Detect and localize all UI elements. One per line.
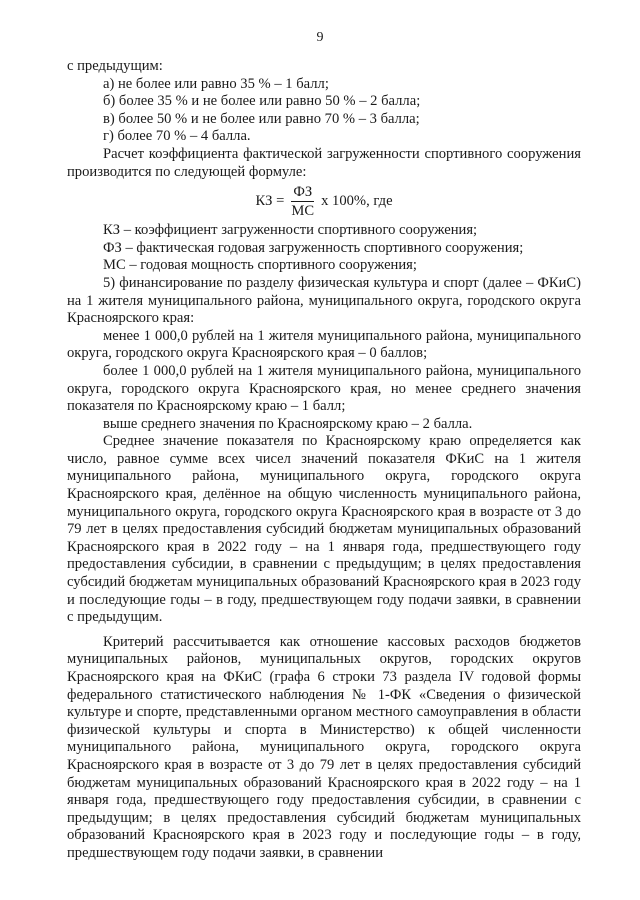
paragraph: ФЗ – фактическая годовая загруженность спортивного сооружения;: [103, 239, 524, 256]
paragraph: менее 1 000,0 рублей на 1 жителя муниципального района, муниципального округа, городского округа Красноярского края – 0 баллов;: [67, 327, 581, 362]
paragraph-gap: [67, 627, 581, 634]
paragraph: 5) финансирование по разделу физическая культура и спорт (далее – ФКиС) на 1 жителя муниципального района, муниципального округа, городского округа Красноярского края:: [67, 274, 581, 327]
formula-numerator: ФЗ: [293, 184, 313, 201]
formula-denominator: МС: [291, 203, 315, 220]
criterion-block: [67, 634, 581, 863]
paragraph: выше среднего значения по Красноярскому краю – 2 балла.: [103, 415, 473, 432]
page-number: 9: [316, 30, 324, 45]
paragraph: г) более 70 % – 4 балла.: [103, 128, 251, 145]
paragraph: Критерий рассчитывается как отношение кассовых расходов бюджетов муниципальных районов, муниципальных округов, городских округов Красноярского края на ФКиС (графа 6 строки 73 раздела IV годовой формы федерального статистического наблюдения № 1-ФК «Сведения о физической культуре и спорте, представленными органом местного самоуправления в области физической культуры и спорта в Министерство) к общей численности муниципального района, муниципального округа, городского округа Красноярского края в возрасте от 3 до 79 лет в целях предоставления субсидий бюджетам муниципальных образований Красноярского края в 2022 году – на 1 января года, предшествующего году предоставления субсидии, в сравнении с предыдущим; в целях предоставления субсидий бюджетам муниципальных образований Красноярского края в 2023 году и последующие годы – в году, предшествующем году подачи заявки, в сравнении: [67, 633, 581, 861]
paragraph: МС – годовая мощность спортивного сооружения;: [103, 257, 417, 274]
paragraph: в) более 50 % и не более или равно 70 % – 3 балла;: [103, 110, 420, 127]
body-text: [67, 58, 581, 863]
paragraph: более 1 000,0 рублей на 1 жителя муниципального района, муниципального округа, городского округа Красноярского края, но менее среднего значения показателя по Красноярскому краю – 1 балл;: [67, 362, 581, 415]
formula-lhs: КЗ =: [255, 192, 285, 209]
scoring-list-block: [67, 58, 581, 181]
paragraph: Среднее значение показателя по Красноярскому краю определяется как число, равное сумме всех чисел значений показателя ФКиС на 1 жителя муниципального района, муниципального округа, городского округа Красноярского края, делённое на общую численность муниципального района, муниципального округа, городского округа Красноярского края в возрасте от 3 до 79 лет в целях предоставления субсидий бюджетам муниципальных образований Красноярского края в 2022 году – на 1 января года, предшествующего году предоставления субсидии, в сравнении с предыдущим; в целях предоставления субсидий бюджетам муниципальных образований Красноярского края в 2023 году и последующие годы – в году, предшествующем году подачи заявки, в сравнении с предыдущим.: [67, 433, 581, 626]
paragraph: а) не более или равно 35 % – 1 балл;: [103, 75, 329, 92]
paragraph: КЗ – коэффициент загруженности спортивного сооружения;: [103, 222, 478, 239]
formula: [67, 184, 581, 219]
formula-rhs: х 100%, где: [321, 192, 393, 209]
definitions-block: [67, 222, 581, 627]
paragraph: Расчет коэффициента фактической загруженности спортивного сооружения производится по следующей формуле:: [67, 145, 581, 180]
paragraph: с предыдущим:: [67, 58, 163, 74]
paragraph: б) более 35 % и не более или равно 50 % – 2 балла;: [103, 93, 421, 110]
formula-fraction: [289, 184, 316, 219]
